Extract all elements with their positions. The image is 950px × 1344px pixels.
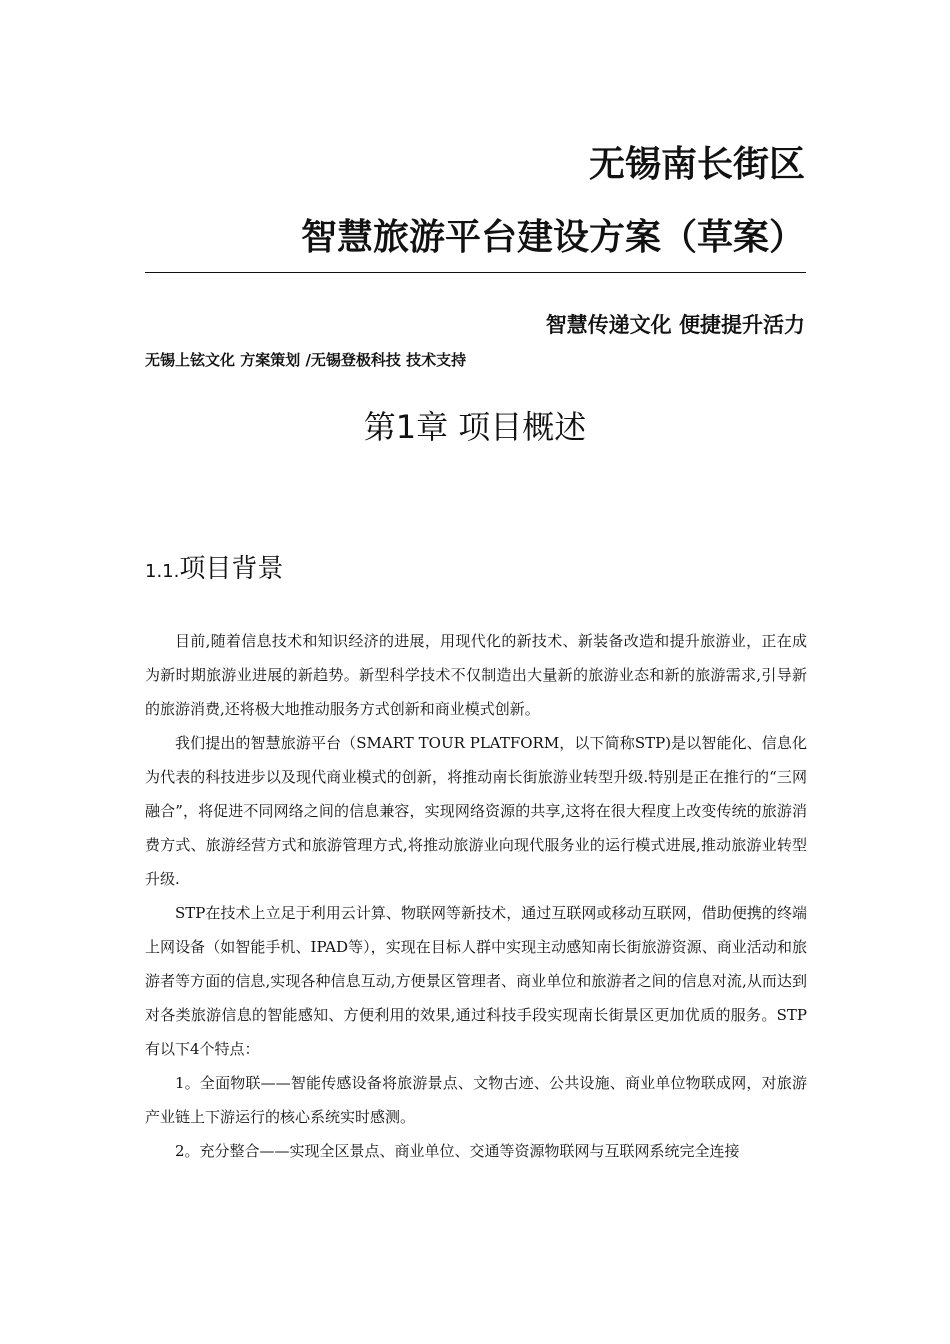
section-title: 项目背景: [179, 554, 284, 584]
paragraph: STP在技术上立足于利用云计算、物联网等新技术，通过互联网或移动互联网，借助便携的终端上网设备（如智能手机、IPAD等），实现在目标人群中实现主动感知南长街旅游资源、商业活动和旅游者等方面的信息,实现各种信息互动,方便景区管理者、商业单位和旅游者之间的信息对流,从而达到对各类旅游信息的智能感知、方便利用的效果,通过科技手段实现南长街景区更加优质的服务。STP有以下4个特点：: [145, 904, 807, 1058]
section-number: 1.1.: [145, 561, 180, 582]
document-title-line-1: 无锡南长街区: [588, 144, 805, 185]
slogan: 智慧传递文化 便捷提升活力: [545, 313, 805, 337]
paragraph: 我们提出的智慧旅游平台（SMART TOUR PLATFORM，以下简称STP)是以智能化、信息化为代表的科技进步以及现代商业模式的创新，将推动南长街旅游业转型升级.特别是正在推行的“三网融合”，将促进不同网络之间的信息兼容，实现网络资源的共享,这将在很大程度上改变传统的旅游消费方式、旅游经营方式和旅游管理方式,将推动旅游业向现代服务业的运行模式进展,推动旅游业转型升级.: [145, 734, 807, 888]
paragraph: 目前,随着信息技术和知识经济的进展，用现代化的新技术、新装备改造和提升旅游业，正在成为新时期旅游业进展的新趋势。新型科学技术不仅制造出大量新的旅游业态和新的旅游需求,引导新的旅游消费,还将极大地推动服务方式创新和商业模式创新。: [145, 632, 807, 718]
credits: 无锡上铉文化 方案策划 /无锡登极科技 技术支持: [145, 351, 467, 369]
section-heading: [145, 549, 283, 592]
paragraph: 2。充分整合——实现全区景点、商业单位、交通等资源物联网与互联网系统完全连接: [175, 1142, 740, 1160]
body-text: [145, 624, 807, 1168]
document-title-line-2: 智慧旅游平台建设方案（草案）: [300, 217, 805, 258]
title-divider: [145, 272, 806, 273]
chapter-heading: 第1章 项目概述: [363, 408, 587, 446]
paragraph: 1。全面物联——智能传感设备将旅游景点、文物古迹、公共设施、商业单位物联成网，对旅游产业链上下游运行的核心系统实时感测。: [145, 1074, 807, 1126]
